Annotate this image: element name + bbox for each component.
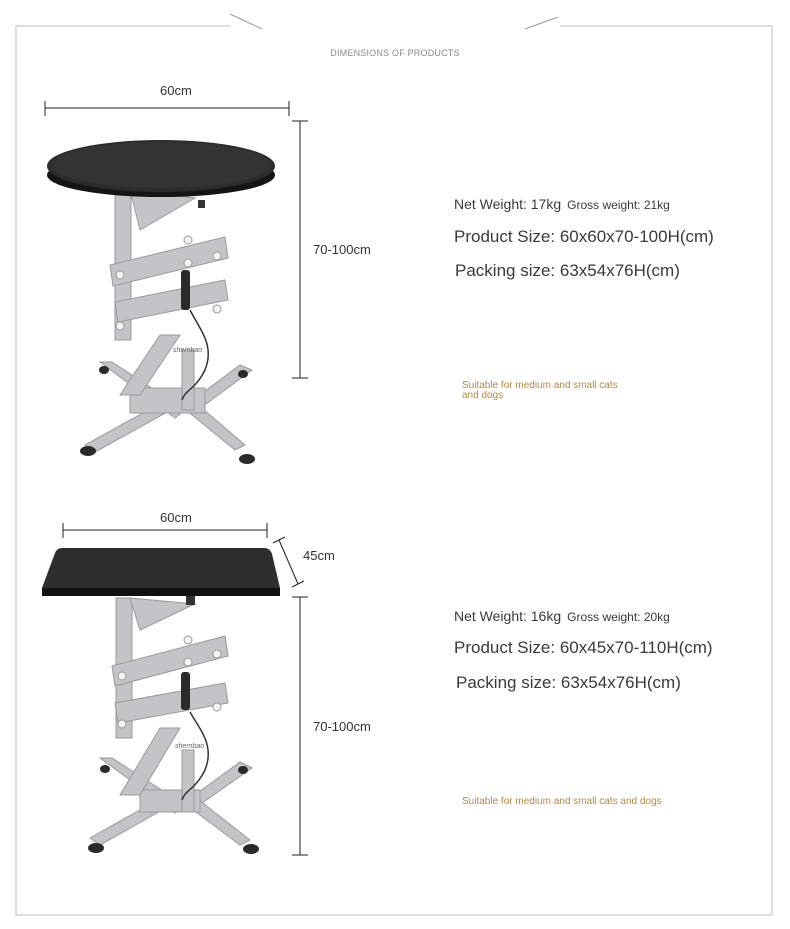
height-dimension-line-2 <box>292 597 308 855</box>
height-label-1: 70-100cm <box>313 242 371 257</box>
brand-logo-2: shernbao <box>175 743 205 750</box>
packing-size-1: Packing size: 63x54x76H(cm) <box>455 261 680 280</box>
product-size-2: Product Size: 60x45x70-110H(cm) <box>454 638 713 657</box>
net-weight-value-1: Net Weight: 17kg <box>454 196 562 212</box>
packing-size-2: Packing size: 63x54x76H(cm) <box>456 673 681 692</box>
net-weight-value-2: Net Weight: 16kg <box>454 608 562 624</box>
brand-logo-1: shernbao <box>173 347 203 354</box>
page-title: DIMENSIONS OF PRODUCTS <box>330 48 460 58</box>
gross-weight-value-2: Gross weight: 20kg <box>567 610 670 624</box>
suitability-note-1-line1: Suitable for medium and small cats <box>462 380 618 391</box>
table-base-2 <box>90 728 252 845</box>
gross-weight-value-1: Gross weight: 21kg <box>567 198 670 212</box>
width-label-1: 60cm <box>160 83 192 98</box>
suitability-note-1-line2: and dogs <box>462 390 504 401</box>
suitability-note-2: Suitable for medium and small cats and dogs <box>462 796 662 807</box>
width-label-2: 60cm <box>160 510 192 525</box>
rectangular-table-top <box>42 548 280 605</box>
height-label-2: 70-100cm <box>313 719 371 734</box>
product-size-1: Product Size: 60x60x70-100H(cm) <box>454 227 714 246</box>
width-dimension-line-2 <box>63 523 267 538</box>
net-weight-2 <box>454 608 670 624</box>
depth-label-2: 45cm <box>303 548 335 563</box>
